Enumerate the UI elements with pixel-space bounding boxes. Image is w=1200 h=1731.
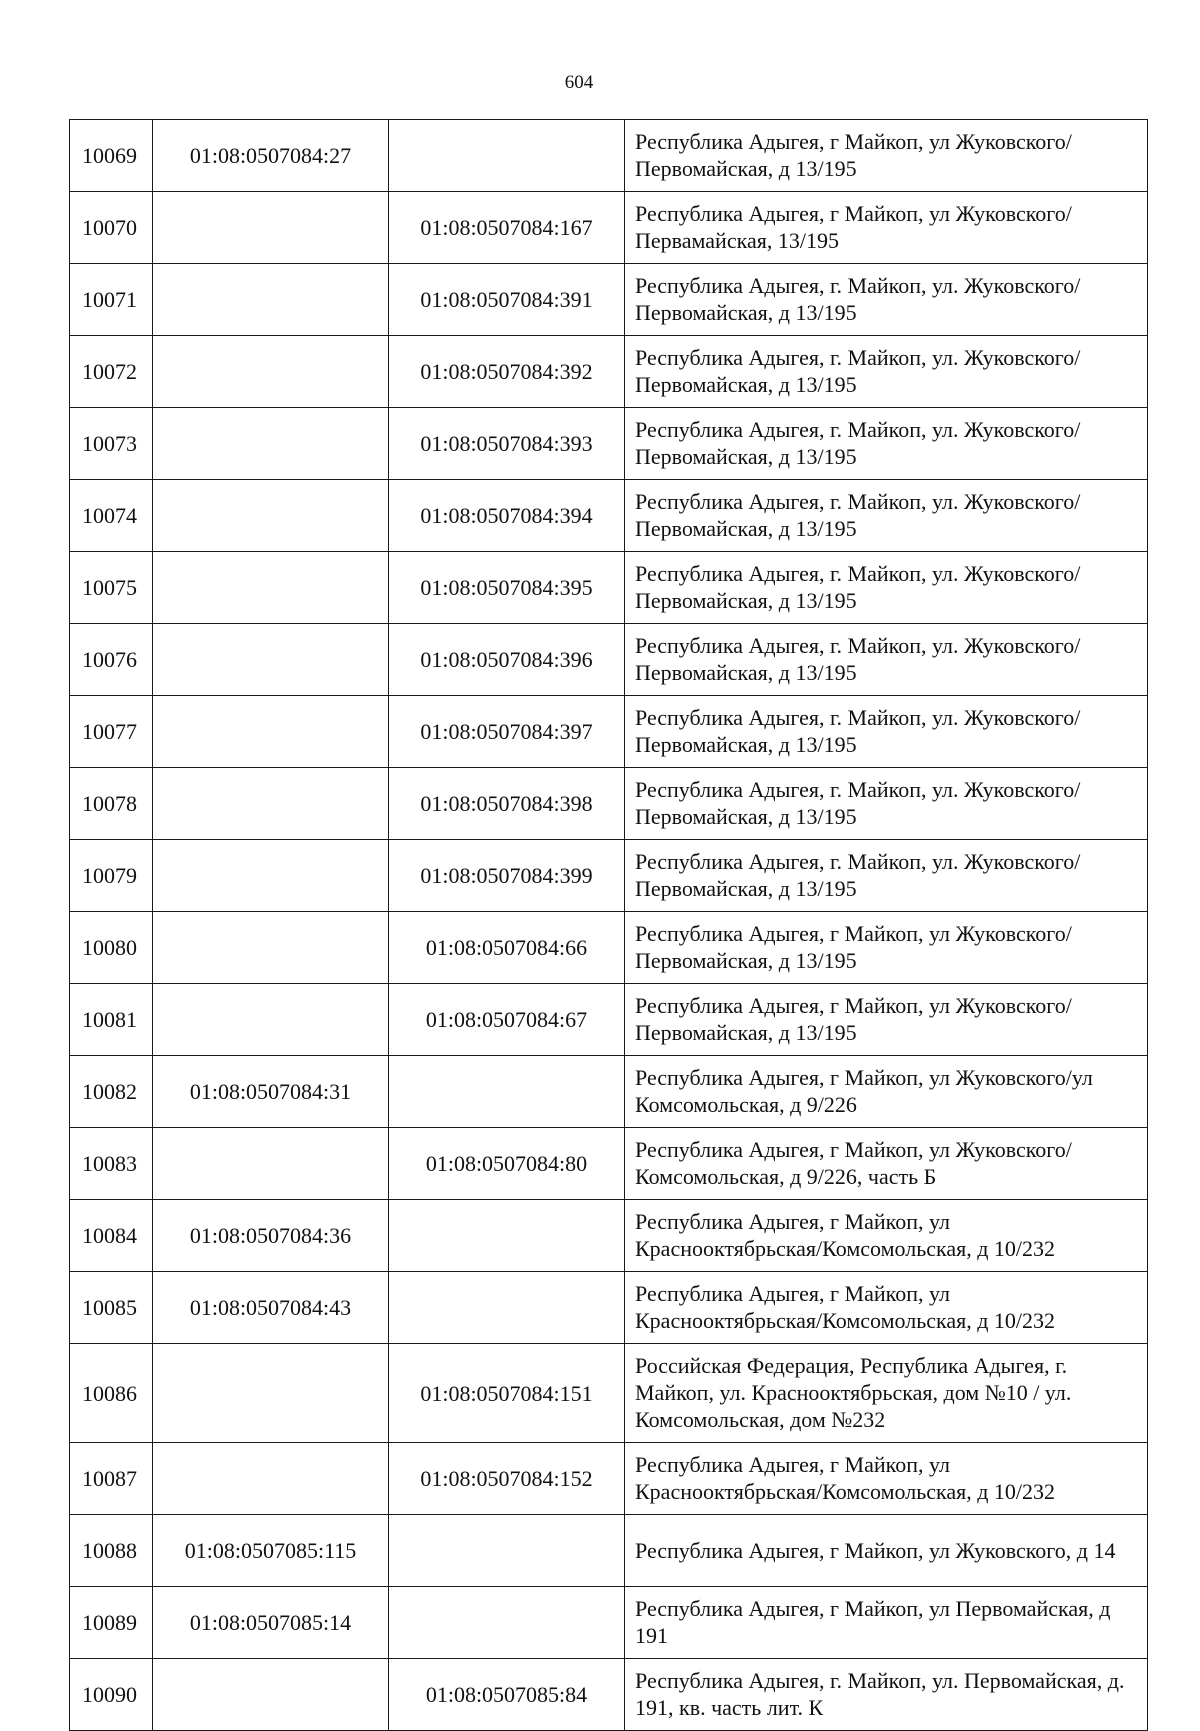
row-number: 10080 (70, 912, 153, 984)
cadastral-number-secondary: 01:08:0507084:66 (389, 912, 625, 984)
cadastral-number-primary (153, 1443, 389, 1515)
table-row (70, 480, 1148, 552)
address: Российская Федерация, Республика Адыгея, г. Майкоп, ул. Краснооктябрьская, дом №10 / ул. Комсомольская, дом №232 (625, 1344, 1148, 1443)
address: Республика Адыгея, г. Майкоп, ул. Жуковского/Первомайская, д 13/195 (625, 552, 1148, 624)
cadastral-number-primary (153, 1128, 389, 1200)
table-row (70, 1515, 1148, 1587)
cadastral-number-secondary: 01:08:0507084:399 (389, 840, 625, 912)
cadastral-number-secondary: 01:08:0507085:84 (389, 1659, 625, 1731)
address: Республика Адыгея, г. Майкоп, ул. Жуковского/Первомайская, д 13/195 (625, 768, 1148, 840)
row-number: 10076 (70, 624, 153, 696)
cadastral-number-primary (153, 768, 389, 840)
address: Республика Адыгея, г Майкоп, ул Жуковского/Первомайская, д 13/195 (625, 984, 1148, 1056)
cadastral-number-secondary: 01:08:0507084:152 (389, 1443, 625, 1515)
cadastral-number-secondary: 01:08:0507084:391 (389, 264, 625, 336)
address: Республика Адыгея, г. Майкоп, ул. Первомайская, д. 191, кв. часть лит. К (625, 1659, 1148, 1731)
row-number: 10089 (70, 1587, 153, 1659)
cadastral-number-primary (153, 840, 389, 912)
row-number: 10082 (70, 1056, 153, 1128)
table-row (70, 1344, 1148, 1443)
cadastral-number-primary (153, 1344, 389, 1443)
cadastral-number-primary: 01:08:0507085:14 (153, 1587, 389, 1659)
cadastral-number-secondary: 01:08:0507084:80 (389, 1128, 625, 1200)
row-number: 10090 (70, 1659, 153, 1731)
address: Республика Адыгея, г Майкоп, ул Краснооктябрьская/Комсомольская, д 10/232 (625, 1272, 1148, 1344)
row-number: 10072 (70, 336, 153, 408)
cadastral-number-primary: 01:08:0507084:36 (153, 1200, 389, 1272)
cadastral-number-primary (153, 336, 389, 408)
table-row (70, 912, 1148, 984)
cadastral-number-primary (153, 192, 389, 264)
row-number: 10083 (70, 1128, 153, 1200)
table-row (70, 840, 1148, 912)
address: Республика Адыгея, г Майкоп, ул Жуковского/ул Комсомольская, д 9/226 (625, 1056, 1148, 1128)
address: Республика Адыгея, г. Майкоп, ул. Жуковского/Первомайская, д 13/195 (625, 336, 1148, 408)
cadastral-number-secondary: 01:08:0507084:392 (389, 336, 625, 408)
cadastral-number-primary: 01:08:0507085:115 (153, 1515, 389, 1587)
row-number: 10079 (70, 840, 153, 912)
cadastral-number-primary (153, 912, 389, 984)
address: Республика Адыгея, г. Майкоп, ул. Жуковского/Первомайская, д 13/195 (625, 624, 1148, 696)
cadastral-number-primary (153, 552, 389, 624)
table-row (70, 1272, 1148, 1344)
table-row (70, 984, 1148, 1056)
table-row (70, 552, 1148, 624)
row-number: 10085 (70, 1272, 153, 1344)
table-row (70, 408, 1148, 480)
table-row (70, 1443, 1148, 1515)
cadastral-number-secondary: 01:08:0507084:397 (389, 696, 625, 768)
registry-table-body (70, 120, 1148, 1731)
cadastral-number-primary (153, 480, 389, 552)
row-number: 10088 (70, 1515, 153, 1587)
cadastral-number-primary: 01:08:0507084:43 (153, 1272, 389, 1344)
table-row (70, 1128, 1148, 1200)
row-number: 10081 (70, 984, 153, 1056)
address: Республика Адыгея, г Майкоп, ул Первомайская, д 191 (625, 1587, 1148, 1659)
row-number: 10074 (70, 480, 153, 552)
address: Республика Адыгея, г Майкоп, ул Жуковского/Первомайская, д 13/195 (625, 120, 1148, 192)
row-number: 10070 (70, 192, 153, 264)
cadastral-number-secondary (389, 1272, 625, 1344)
row-number: 10086 (70, 1344, 153, 1443)
table-row (70, 336, 1148, 408)
table-row (70, 768, 1148, 840)
row-number: 10069 (70, 120, 153, 192)
cadastral-number-primary: 01:08:0507084:31 (153, 1056, 389, 1128)
address: Республика Адыгея, г. Майкоп, ул. Жуковского/Первомайская, д 13/195 (625, 696, 1148, 768)
cadastral-number-secondary: 01:08:0507084:67 (389, 984, 625, 1056)
row-number: 10075 (70, 552, 153, 624)
page-number: 604 (564, 72, 594, 93)
cadastral-number-secondary (389, 1587, 625, 1659)
table-row (70, 696, 1148, 768)
cadastral-number-primary (153, 264, 389, 336)
cadastral-number-secondary (389, 120, 625, 192)
address: Республика Адыгея, г. Майкоп, ул. Жуковского/Первомайская, д 13/195 (625, 264, 1148, 336)
cadastral-number-secondary: 01:08:0507084:393 (389, 408, 625, 480)
table-row (70, 1056, 1148, 1128)
cadastral-number-primary (153, 408, 389, 480)
row-number: 10084 (70, 1200, 153, 1272)
cadastral-number-secondary: 01:08:0507084:167 (389, 192, 625, 264)
table-row (70, 1659, 1148, 1731)
cadastral-number-secondary (389, 1200, 625, 1272)
cadastral-number-secondary (389, 1056, 625, 1128)
address: Республика Адыгея, г Майкоп, ул Жуковского, д 14 (625, 1515, 1148, 1587)
address: Республика Адыгея, г. Майкоп, ул. Жуковского/Первомайская, д 13/195 (625, 408, 1148, 480)
table-row (70, 264, 1148, 336)
table-row (70, 1587, 1148, 1659)
cadastral-number-secondary: 01:08:0507084:395 (389, 552, 625, 624)
table-row (70, 120, 1148, 192)
address: Республика Адыгея, г Майкоп, ул Жуковского/Комсомольская, д 9/226, часть Б (625, 1128, 1148, 1200)
table-row (70, 624, 1148, 696)
table-row (70, 1200, 1148, 1272)
cadastral-number-primary: 01:08:0507084:27 (153, 120, 389, 192)
cadastral-number-primary (153, 624, 389, 696)
cadastral-number-secondary (389, 1515, 625, 1587)
row-number: 10087 (70, 1443, 153, 1515)
address: Республика Адыгея, г. Майкоп, ул. Жуковского/Первомайская, д 13/195 (625, 480, 1148, 552)
address: Республика Адыгея, г Майкоп, ул Краснооктябрьская/Комсомольская, д 10/232 (625, 1200, 1148, 1272)
cadastral-number-primary (153, 696, 389, 768)
cadastral-number-secondary: 01:08:0507084:151 (389, 1344, 625, 1443)
address: Республика Адыгея, г. Майкоп, ул. Жуковского/Первомайская, д 13/195 (625, 840, 1148, 912)
row-number: 10077 (70, 696, 153, 768)
cadastral-number-primary (153, 984, 389, 1056)
address: Республика Адыгея, г Майкоп, ул Жуковского/Первамайская, 13/195 (625, 192, 1148, 264)
cadastral-number-secondary: 01:08:0507084:396 (389, 624, 625, 696)
row-number: 10071 (70, 264, 153, 336)
registry-table (69, 119, 1148, 1731)
row-number: 10078 (70, 768, 153, 840)
address: Республика Адыгея, г Майкоп, ул Жуковского/Первомайская, д 13/195 (625, 912, 1148, 984)
cadastral-number-secondary: 01:08:0507084:394 (389, 480, 625, 552)
cadastral-number-primary (153, 1659, 389, 1731)
table-row (70, 192, 1148, 264)
address: Республика Адыгея, г Майкоп, ул Краснооктябрьская/Комсомольская, д 10/232 (625, 1443, 1148, 1515)
row-number: 10073 (70, 408, 153, 480)
cadastral-number-secondary: 01:08:0507084:398 (389, 768, 625, 840)
